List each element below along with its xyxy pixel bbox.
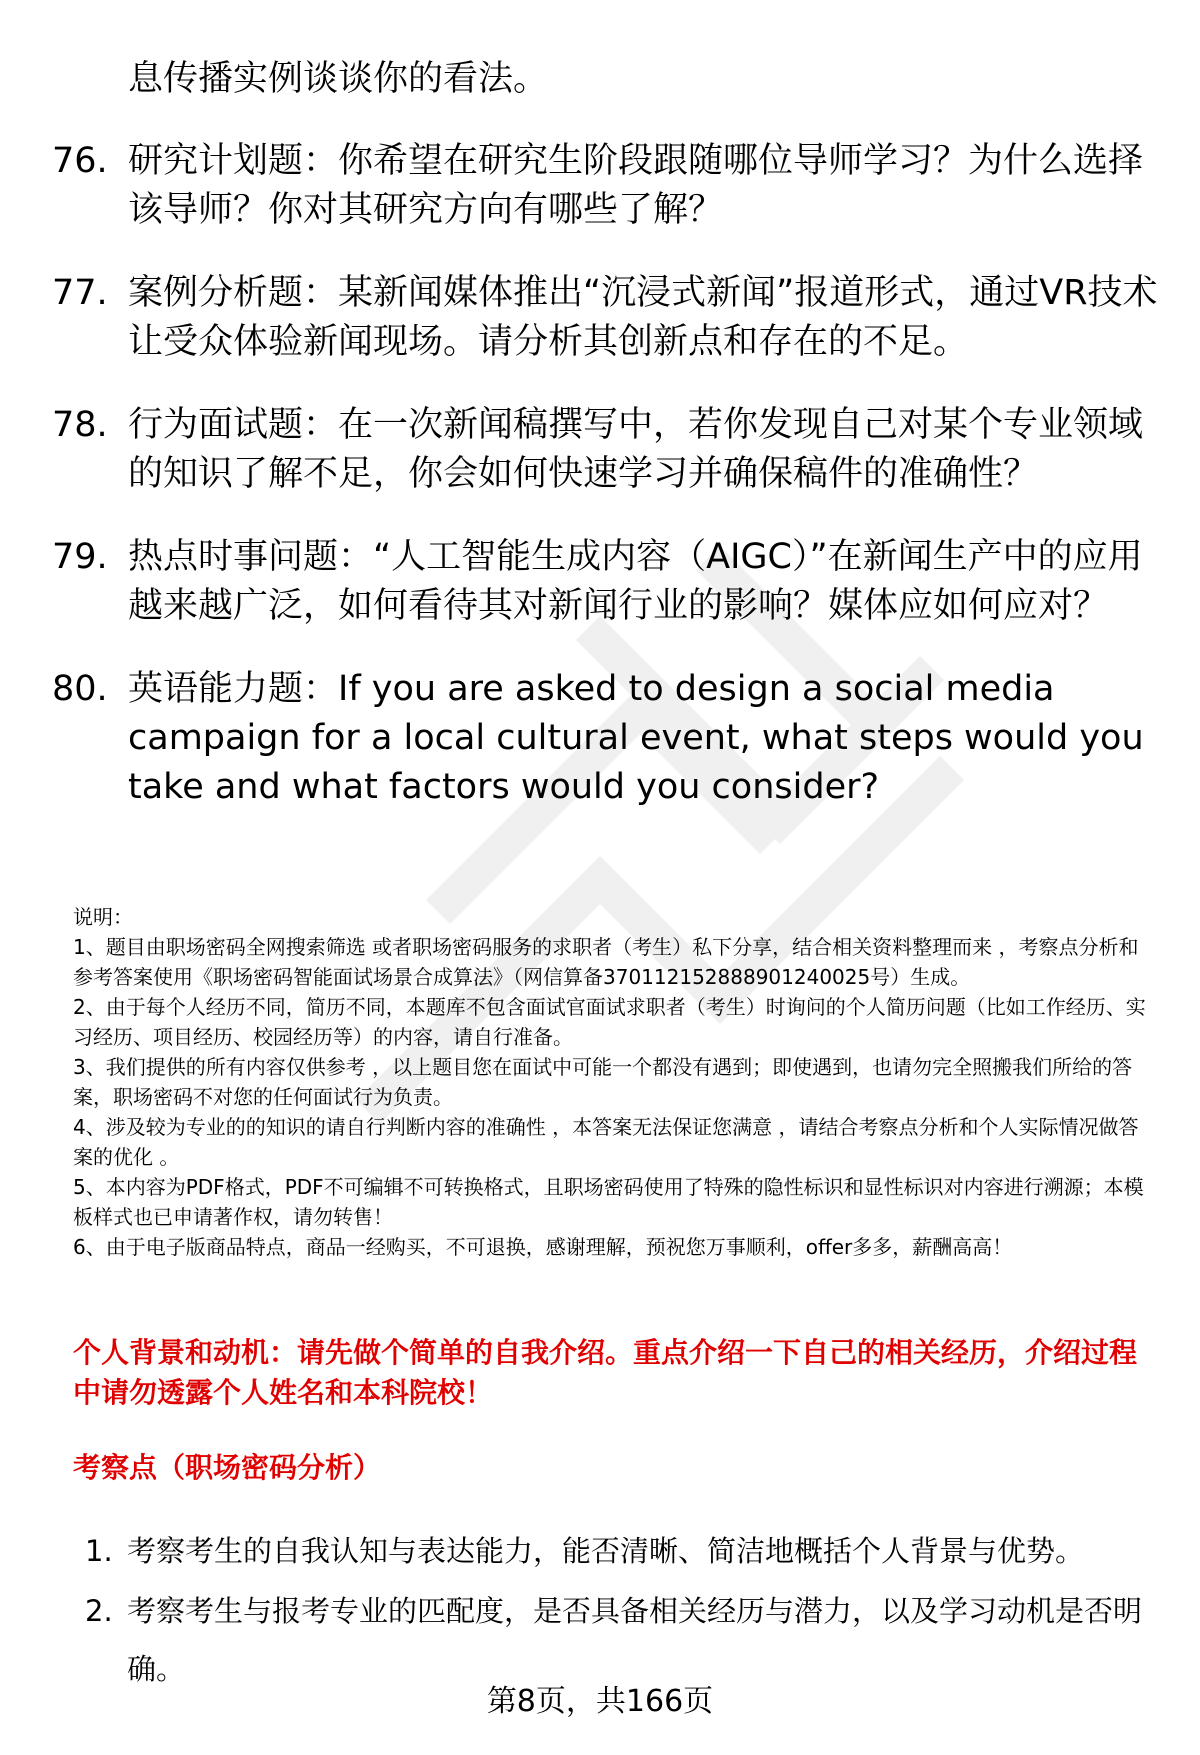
- question-number: 78.: [52, 405, 108, 445]
- question-item: [52, 401, 1162, 499]
- question-item: [52, 269, 1162, 367]
- note-item: 6、由于电子版商品特点，商品一经购买，不可退换，感谢理解，预祝您万事顺利，offer多多，薪酬高高！: [73, 1235, 1013, 1259]
- question-list: [52, 137, 1162, 846]
- question-text: 案例分析题：某新闻媒体推出“沉浸式新闻”报道形式，通过VR技术让受众体验新闻现场。请分析其创新点和存在的不足。: [128, 273, 1158, 362]
- question-item: [52, 137, 1162, 235]
- question-number: 76.: [52, 141, 108, 181]
- note-item: 4、涉及较为专业的的知识的请自行判断内容的准确性 ，本答案无法保证您满意 ，请结合考察点分析和个人实际情况做答案的优化 。: [73, 1115, 1139, 1169]
- question-text: 热点时事问题：“人工智能生成内容（AIGC）”在新闻生产中的应用越来越广泛，如何看待其对新闻行业的影响？媒体应如何应对？: [128, 537, 1143, 626]
- page-footer: 第8页，共166页: [486, 1684, 714, 1719]
- question-item: [52, 533, 1162, 631]
- question-number: 80.: [52, 669, 108, 709]
- note-item: 1、题目由职场密码全网搜索筛选 或者职场密码服务的求职者（考生）私下分享，结合相关资料整理而来 ，考察点分析和参考答案使用《职场密码智能面试场景合成算法》（网信算备370112152888901240025号）生成。: [73, 935, 1139, 989]
- question-text: 研究计划题：你希望在研究生阶段跟随哪位导师学习？为什么选择该导师？你对其研究方向有哪些了解？: [128, 141, 1144, 230]
- analysis-heading: 考察点（职场密码分析）: [73, 1451, 382, 1484]
- note-item: 2、由于每个人经历不同，简历不同，本题库不包含面试官面试求职者（考生）时询问的个人简历问题（比如工作经历、实习经历、项目经历、校园经历等）的内容，请自行准备。: [73, 995, 1146, 1049]
- point-text: 考察考生与报考专业的匹配度，是否具备相关经历与潜力，以及学习动机是否明确。: [127, 1594, 1143, 1686]
- question-continuation: 息传播实例谈谈你的看法。: [128, 59, 549, 99]
- point-number: 1.: [85, 1534, 113, 1568]
- question-number: 77.: [52, 273, 108, 313]
- disclaimer-notes: [73, 902, 1158, 1262]
- point-number: 2.: [85, 1594, 113, 1628]
- question-text: 行为面试题：在一次新闻稿撰写中，若你发现自己对某个专业领域的知识了解不足，你会如何快速学习并确保稿件的准确性？: [128, 405, 1144, 494]
- note-item: 5、本内容为PDF格式，PDF不可编辑不可转换格式，且职场密码使用了特殊的隐性标识和显性标识对内容进行溯源；本模板样式也已申请著作权，请勿转售！: [73, 1175, 1144, 1229]
- analysis-point: [85, 1522, 1155, 1580]
- section-heading: 个人背景和动机：请先做个简单的自我介绍。重点介绍一下自己的相关经历，介绍过程中请勿透露个人姓名和本科院校！: [73, 1336, 1138, 1409]
- question-item: [52, 665, 1162, 812]
- analysis-points: [85, 1522, 1155, 1700]
- notes-title: 说明：: [73, 905, 133, 929]
- point-text: 考察考生的自我认知与表达能力，能否清晰、简洁地概括个人背景与优势。: [127, 1534, 1085, 1568]
- question-number: 79.: [52, 537, 108, 577]
- question-text: 英语能力题：If you are asked to design a social media campaign for a local cultural event, what steps would you take and what factors would you consider?: [128, 669, 1144, 807]
- note-item: 3、我们提供的所有内容仅供参考 ，以上题目您在面试中可能一个都没有遇到；即使遇到，也请勿完全照搬我们所给的答案，职场密码不对您的任何面试行为负责。: [73, 1055, 1133, 1109]
